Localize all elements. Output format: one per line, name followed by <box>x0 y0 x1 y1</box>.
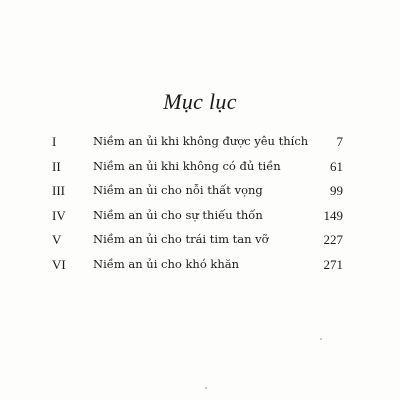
toc-entry <box>0 232 400 257</box>
chapter-title: Niềm an ủi cho nỗi thất vọng <box>93 183 263 197</box>
chapter-number: VI <box>52 256 66 272</box>
toc-entry <box>0 183 400 208</box>
chapter-title: Niềm an ủi cho trái tim tan vỡ <box>93 232 269 246</box>
chapter-number: II <box>52 158 61 174</box>
page-number: 7 <box>336 134 343 149</box>
chapter-number: III <box>52 183 65 198</box>
toc-entry <box>0 208 400 233</box>
chapter-title: Niềm an ủi khi không được yêu thích <box>93 134 309 148</box>
toc-list <box>0 134 400 281</box>
chapter-number: IV <box>52 207 66 223</box>
page-number: 227 <box>323 232 343 247</box>
page-number: 99 <box>330 183 343 198</box>
chapter-title: Niềm an ủi cho sự thiếu thốn <box>93 207 263 222</box>
chapter-title: Niềm an ủi cho khó khăn <box>93 256 240 271</box>
paper-speck <box>320 338 322 340</box>
chapter-number: V <box>52 232 62 247</box>
page-number: 149 <box>323 207 343 223</box>
chapter-title: Niềm an ủi khi không có đủ tiền <box>93 158 281 173</box>
toc-title: Mục lục <box>163 89 237 114</box>
toc-entry <box>0 159 400 184</box>
page-number: 61 <box>330 158 343 174</box>
page-number: 271 <box>323 256 343 272</box>
toc-entry <box>0 134 400 159</box>
chapter-number: I <box>52 134 57 149</box>
toc-entry <box>0 257 400 282</box>
paper-speck <box>205 387 207 389</box>
